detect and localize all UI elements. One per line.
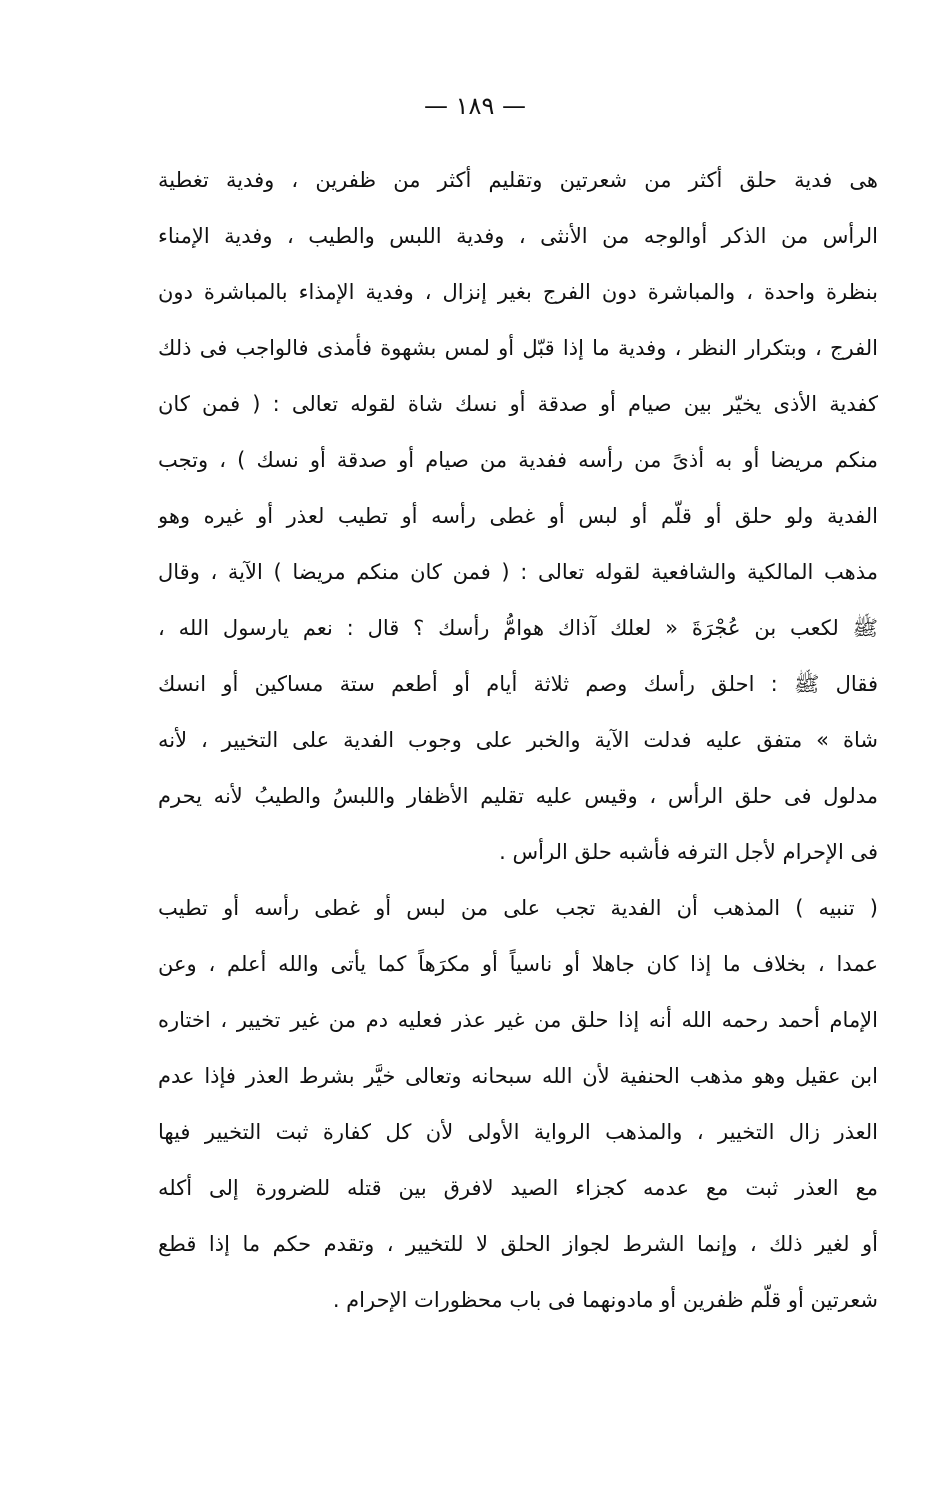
- text-line: الرأس من الذكر أوالوجه من الأنثى ، وفدية اللبس والطيب ، وفدية الإمناء: [158, 224, 878, 248]
- paragraph-1: [158, 152, 878, 880]
- text-line: العذر زال التخيير ، والمذهب الرواية الأولى لأن كل كفارة ثبت التخيير فيها: [158, 1120, 878, 1144]
- text-line: الإمام أحمد رحمه الله أنه إذا حلق من غير عذر فعليه دم من غير تخيير ، اختاره: [158, 1008, 878, 1032]
- text-line: منكم مريضا أو به أذىً من رأسه ففدية من صيام أو صدقة أو نسك ) ، وتجب: [158, 448, 878, 472]
- text-line: شعرتين أو قلّم ظفرين أو مادونهما فى باب محظورات الإحرام .: [332, 1288, 878, 1312]
- text-line: مذهب المالكية والشافعية لقوله تعالى : ( فمن كان منكم مريضا ) الآية ، وقال: [158, 560, 878, 584]
- text-line: كفدية الأذى يخيّر بين صيام أو صدقة أو نسك شاة لقوله تعالى : ( فمن كان: [158, 392, 878, 416]
- text-line: ابن عقيل وهو مذهب الحنفية لأن الله سبحانه وتعالى خيَّر بشرط العذر فإذا عدم: [158, 1064, 878, 1088]
- text-line: فى الإحرام لأجل الترفه فأشبه حلق الرأس .: [499, 840, 878, 864]
- text-line: شاة » متفق عليه فدلت الآية والخبر على وجوب الفدية على التخيير ، لأنه: [158, 728, 878, 752]
- text-line: الفدية ولو حلق أو قلّم أو لبس أو غطى رأسه أو تطيب لعذر أو غيره وهو: [158, 504, 878, 528]
- text-line: ﷺ لكعب بن عُجْرَةَ « لعلك آذاك هوامُّ رأسك ؟ قال : نعم يارسول الله ،: [158, 616, 878, 640]
- text-line: مدلول فى حلق الرأس ، وقيس عليه تقليم الأظفار واللبسُ والطيبُ لأنه يحرم: [158, 784, 878, 808]
- text-line: هى فدية حلق أكثر من شعرتين وتقليم أكثر من ظفرين ، وفدية تغطية: [158, 168, 878, 192]
- text-line: أو لغير ذلك ، وإنما الشرط لجواز الحلق لا للتخيير ، وتقدم حكم ما إذا قطع: [158, 1232, 878, 1256]
- text-line: ( تنبيه ) المذهب أن الفدية تجب على من لبس أو غطى رأسه أو تطيب: [158, 896, 878, 920]
- text-line: مع العذر ثبت مع عدمه كجزاء الصيد لافرق بين قتله للضرورة إلى أكله: [158, 1176, 878, 1200]
- paragraph-2: [158, 880, 878, 1328]
- text-line: الفرج ، وبتكرار النظر ، وفدية ما إذا قبّل أو لمس بشهوة فأمذى فالواجب فى ذلك: [158, 336, 878, 360]
- body-text: [158, 152, 878, 1328]
- text-line: عمدا ، بخلاف ما إذا كان جاهلا أو ناسياً أو مكرَهاً كما يأتى والله أعلم ، وعن: [158, 952, 878, 976]
- page-number: — ١٨٩ —: [424, 92, 526, 120]
- text-line: فقال ﷺ : احلق رأسك وصم ثلاثة أيام أو أطعم ستة مساكين أو انسك: [158, 672, 878, 696]
- text-line: بنظرة واحدة ، والمباشرة دون الفرج بغير إنزال ، وفدية الإمذاء بالمباشرة دون: [158, 280, 878, 304]
